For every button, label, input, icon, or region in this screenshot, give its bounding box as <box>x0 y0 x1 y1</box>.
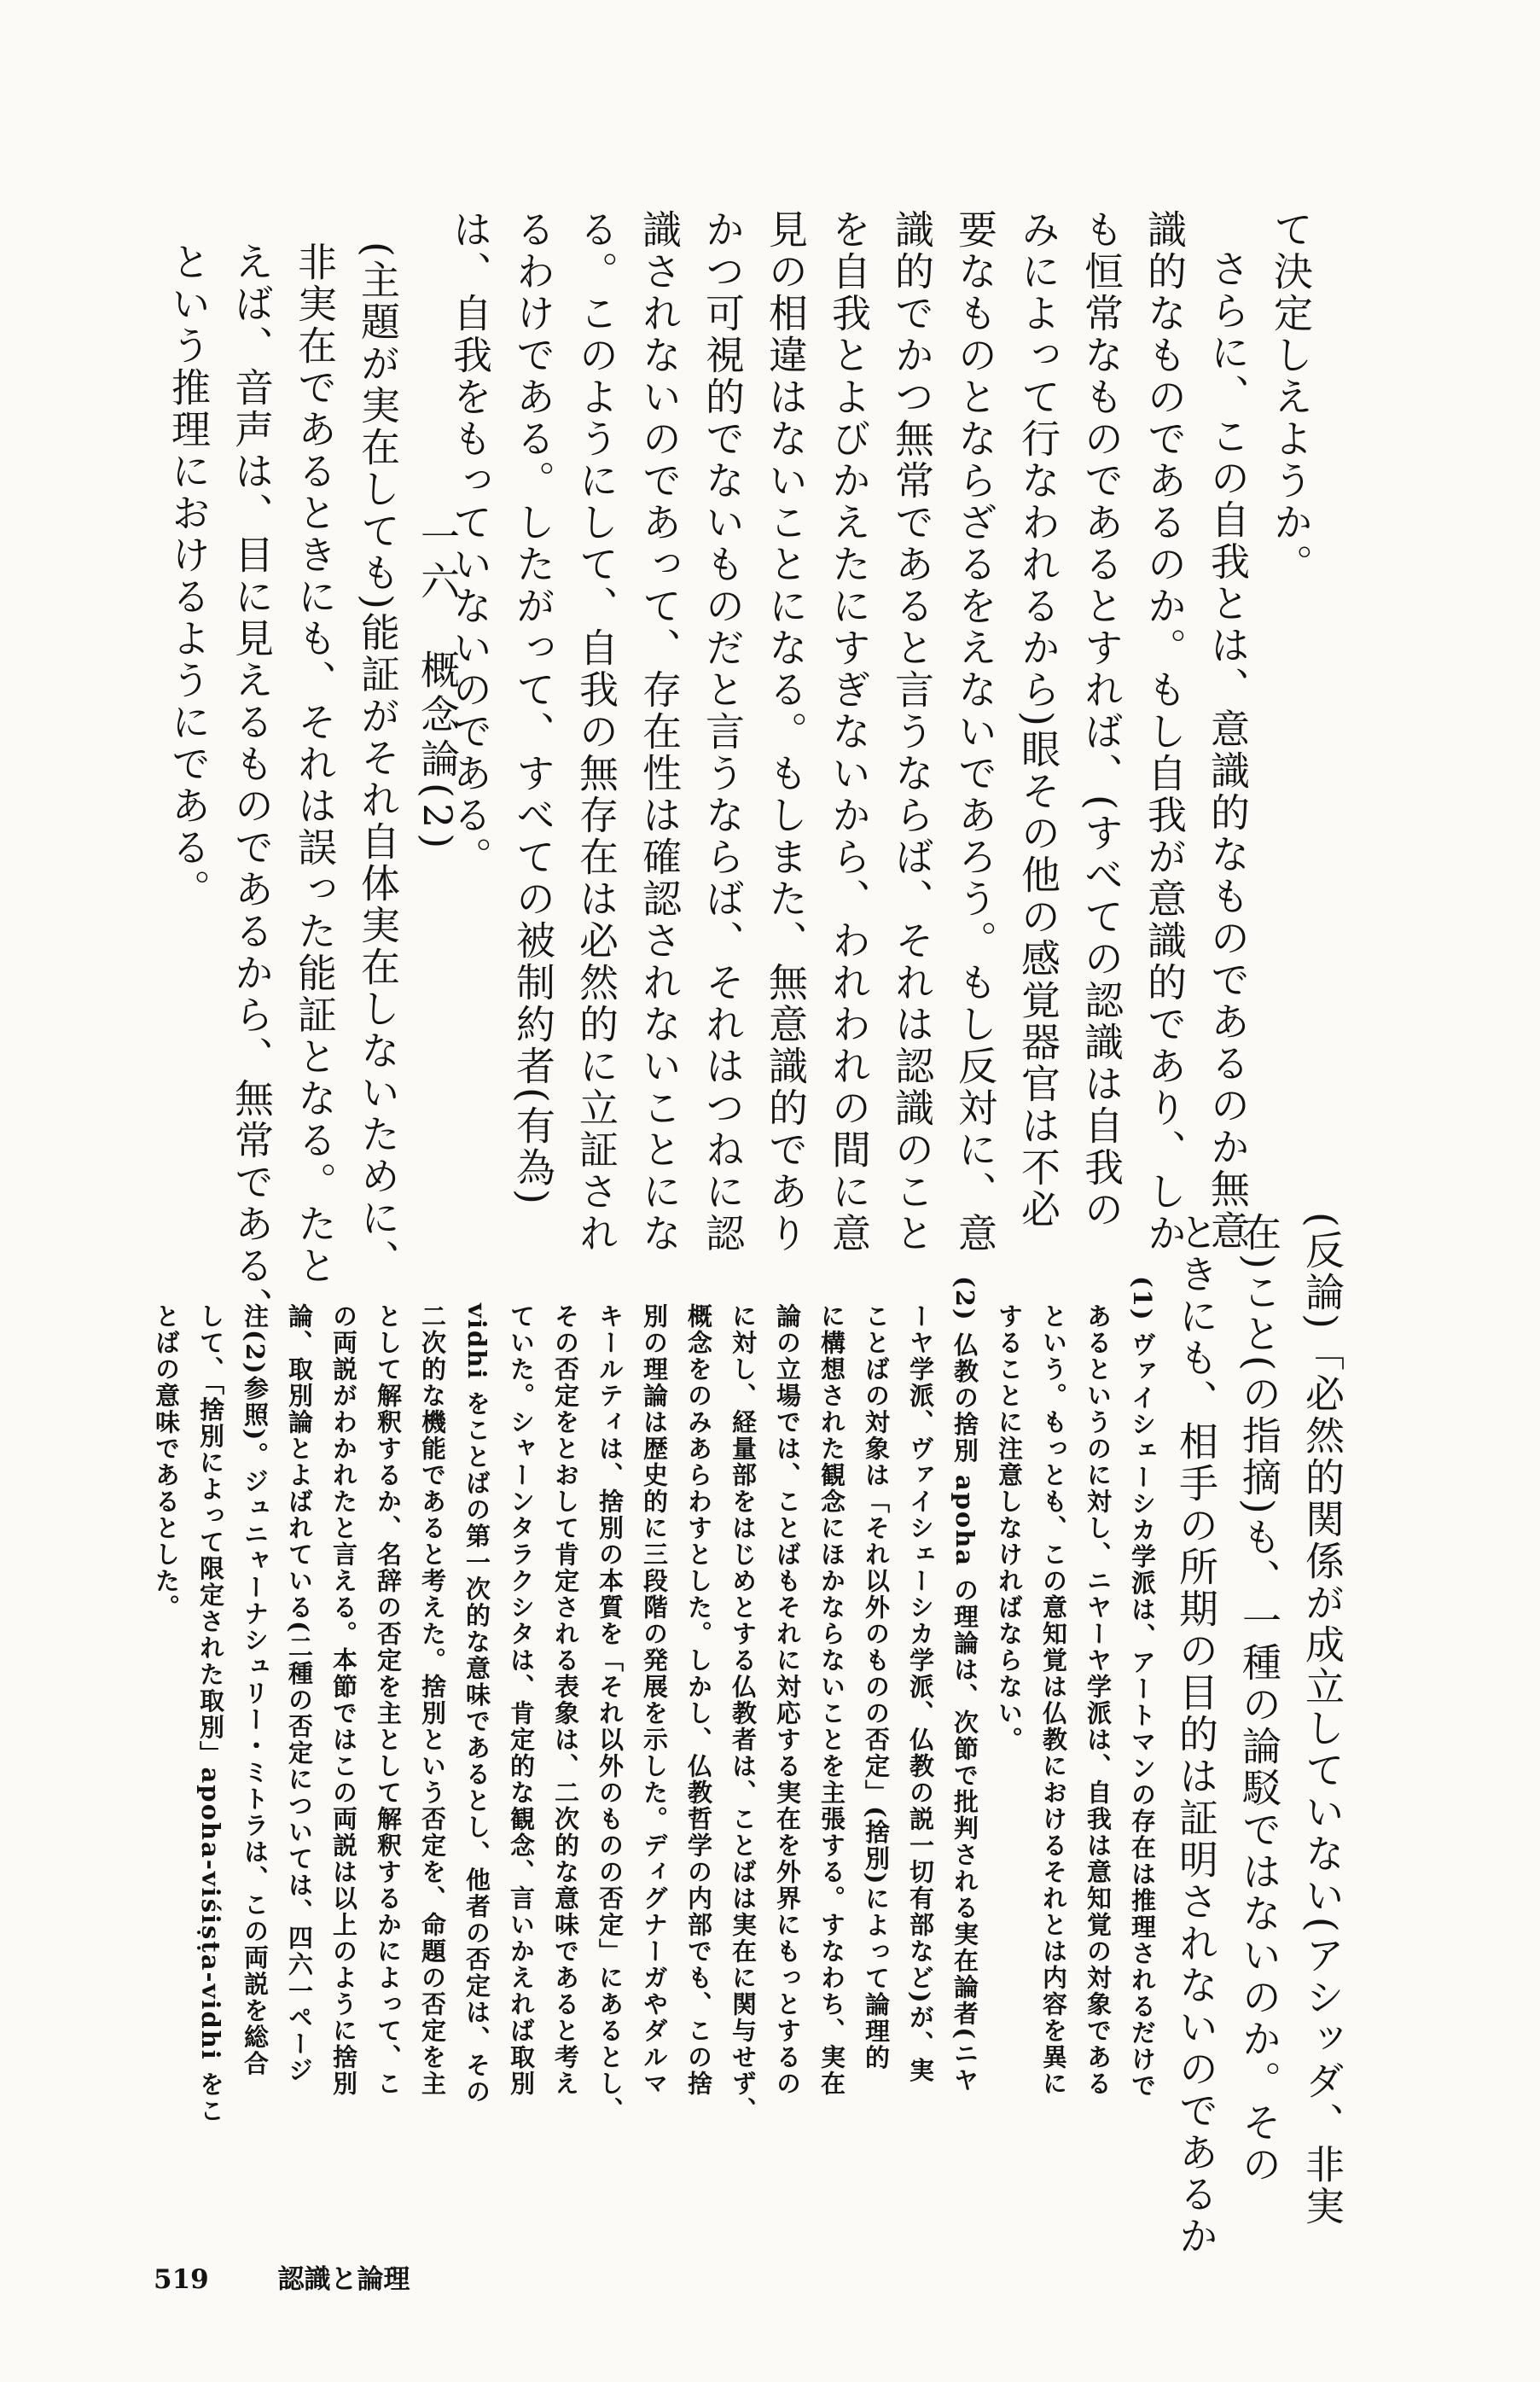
footnote-line: という。もっとも、この意知覚は仏教におけるそれとは内容を異に <box>1039 1303 1068 2097</box>
footnote-line: の両説がわかれたと言える。本節ではこの両説は以上のように捨別 <box>329 1303 358 2097</box>
main-line: は、自我をもっていないのである。 <box>447 209 493 878</box>
footnote-line: ーヤ学派、ヴァイシェーシカ学派、仏教の説一切有部など)が、実 <box>906 1303 935 2084</box>
footnote-line: することに注意しなければならない。 <box>995 1303 1024 1753</box>
footnote-line: して、「捨別によって限定された取別」apoha-viśiṣṭa-vidhi をこ <box>196 1303 225 2124</box>
lower-upper-line: ときにも、相手の所期の目的は証明されないのであるか <box>1173 1212 1219 2257</box>
main-line: る。このようにして、自我の無存在は必然的に立証され <box>573 209 619 1255</box>
running-title: 認識と論理 <box>277 2264 410 2295</box>
section-heading: 一六 概念論(2) <box>415 516 461 854</box>
main-line: を自我とよびかえたにすぎないから、われわれの間に意 <box>826 209 872 1255</box>
section-body <box>157 242 410 1329</box>
lower-upper-line: (反論)「必然的関係が成立していない(アシッダ、非実 <box>1299 1212 1345 2228</box>
main-line: かつ可視的でないものだと言うならば、それはつねに認 <box>700 209 746 1255</box>
section-line: 非実在であるときにも、それは誤った能証となる。たと <box>292 242 338 1287</box>
main-line: 識されないのであって、存在性は確認されないことにな <box>636 209 683 1255</box>
footnote-line: ていた。シャーンタラクシタは、肯定的な観念、言いかえれば取別 <box>507 1303 536 2097</box>
footnote-line: (1) ヴァイシェーシカ学派は、アートマンの存在は推理されるだけで <box>1128 1276 1157 2100</box>
footnote-line: キールティは、捨別の本質を「それ以外のものの否定」にあるとし、 <box>596 1303 625 2123</box>
main-line: さらに、この自我とは、意識的なものであるのか無意 <box>1205 248 1251 1252</box>
page-number: 519 <box>154 2264 209 2295</box>
main-line: 識的でかつ無常であると言うならば、それは認識のこと <box>889 209 935 1255</box>
footnote-line: あるというのに対し、ニヤーヤ学派は、自我は意知覚の対象である <box>1084 1303 1113 2097</box>
footnote-line: 別の理論は歴史的に三段階の発展を示した。ディグナーガやダルマ <box>640 1303 669 2097</box>
footnote-line: 注(2)参照)。ジュニャーナシュリー・ミトラは、この両説を総合 <box>241 1303 270 2077</box>
footnote-line: 論の立場では、ことばもそれに対応する実在を外界にもっとするの <box>773 1303 802 2097</box>
lower-upper-line: 在)こと(の指摘)も、一種の論駁ではないのか。その <box>1236 1212 1282 2186</box>
footnote-line: 二次的な機能であると考えた。捨別という否定を、命題の否定を主 <box>418 1303 447 2097</box>
footnote-line: ことばの対象は「それ以外のものの否定」(捨別)によって論理的 <box>862 1303 891 2071</box>
footnote-line: vidhi をことばの第一次的な意味であるとし、他者の否定は、その <box>462 1303 491 2105</box>
main-line: て決定しえようか。 <box>1268 209 1314 585</box>
main-line: 識的なものであるのか。もし自我が意識的であり、しか <box>1142 209 1188 1255</box>
footnote-line: として解釈するか、名辞の否定を主として解釈するかによって、こ <box>374 1303 403 2097</box>
page-footer <box>154 2257 470 2296</box>
main-line: みによって行なわれるから)眼その他の感覚器官は不必 <box>1015 209 1061 1231</box>
main-line: 要なものとならざるをえないであろう。もし反対に、意 <box>952 209 998 1255</box>
main-line: も恒常なものであるとすれば、(すべての認識は自我の <box>1078 209 1124 1231</box>
footnote-line: (2) 仏教の捨別 apoha の理論は、次節で批判される実在論者(ニヤ <box>950 1276 979 2094</box>
main-line: 見の相違はないことになる。もしまた、無意識的であり <box>763 209 809 1255</box>
lower-upper-text <box>1165 1212 1354 2257</box>
footnote-line: に対し、経量部をはじめとする仏教者は、ことばは実在に関与せず、 <box>729 1303 758 2123</box>
footnote-line: に構想された観念にほかならないことを主張する。すなわち、実在 <box>817 1303 846 2097</box>
footnote-line: 概念をのみあらわすとした。しかし、仏教哲学の内部でも、この捨 <box>684 1303 713 2097</box>
footnote-line: とばの意味であるとした。 <box>152 1303 181 1621</box>
footnote-line: その否定をとおして肯定される表象は、二次的な意味であると考え <box>551 1303 580 2097</box>
section-line: という推理におけるようにである。 <box>166 242 212 911</box>
section-line: (主題が実在しても)能証がそれ自体実在しないために、 <box>355 242 401 1281</box>
section-line: えば、音声は、目に見えるものであるから、無常である、 <box>229 242 275 1329</box>
footnote-line: 論、取別論とよばれている(二種の否定については、四六一ページ <box>285 1303 314 2084</box>
main-line: るわけである。したがって、すべての被制約者(有為) <box>510 209 556 1207</box>
footnotes <box>144 1276 1165 2215</box>
